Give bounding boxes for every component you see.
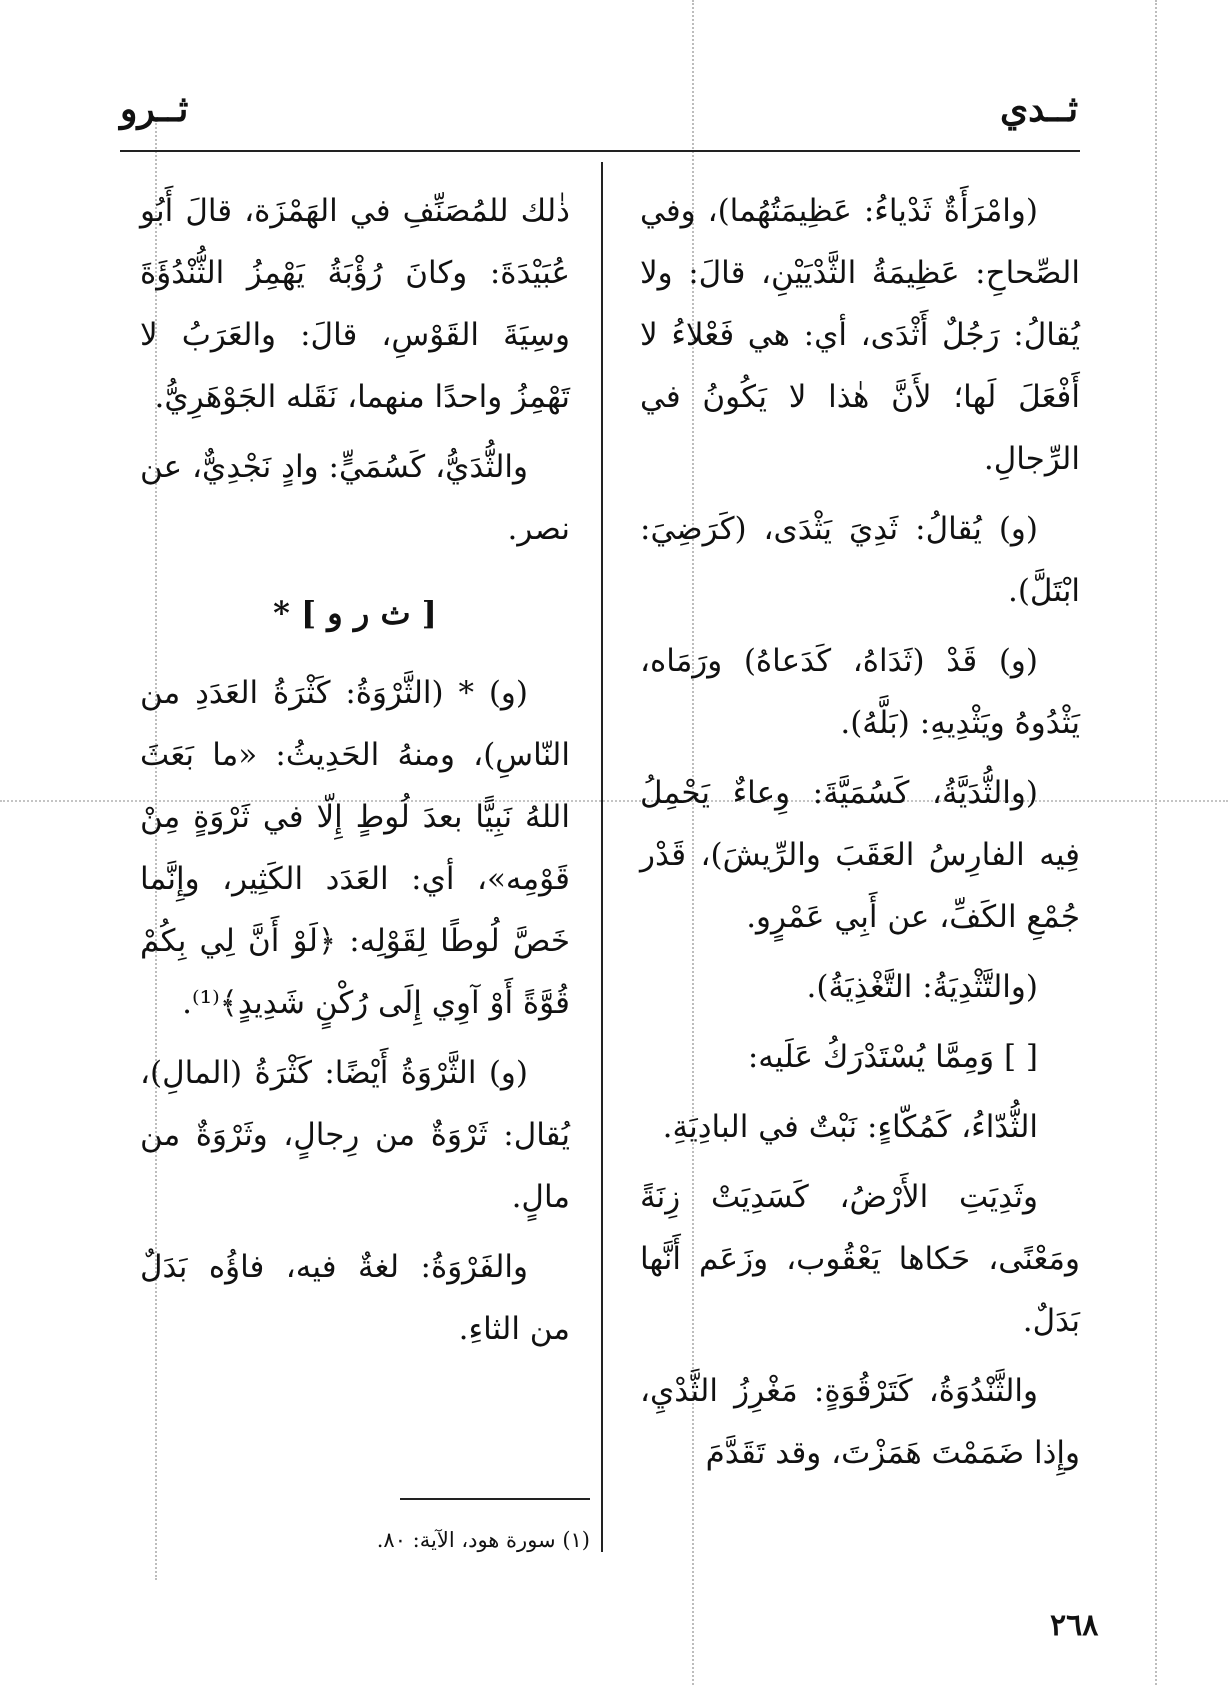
- paragraph: (والتَّثْدِيَةُ: التَّغْذِيَةُ).: [806, 969, 1038, 1005]
- right-column: [640, 180, 1080, 1492]
- header-rule: [120, 150, 1080, 152]
- paragraph: (و) قَدْ (ثَدَاهُ، كَدَعاهُ) ورَمَاه، يَثْدُوهُ ويَثْدِيهِ: (بَلَّهُ).: [640, 643, 1080, 741]
- left-column: [140, 180, 570, 1368]
- paragraph: (والثُّدَيَّةُ، كَسُمَيَّةَ: وِعاءٌ يَحْمِلُ فِيه الفارِسُ العَقَبَ والرِّيشَ)، قَدْر جُمْعِ الكَفِّ، عن أَبِي عَمْرٍو.: [640, 775, 1080, 935]
- paragraph: وثَدِيَتِ الأَرْضُ، كَسَدِيَتْ زِنَةً ومَعْنًى، حَكاها يَعْقُوب، وزَعَم أَنَّها بَدَلٌ.: [640, 1179, 1080, 1339]
- paragraph: (و) الثَّرْوَةُ أَيْضًا: كَثْرَةُ (المالِ)، يُقال: ثَرْوَةٌ من رِجالٍ، وثَرْوَةٌ من مالٍ.: [140, 1055, 570, 1215]
- paragraph: (و) يُقالُ: ثَدِيَ يَثْدَى، (كَرَضِيَ: ابْتَلَّ).: [640, 511, 1080, 609]
- paragraph: (وامْرَأَةٌ ثَدْياءُ: عَظِيمَتُهُما)، وفي الصِّحاحِ: عَظِيمَةُ الثَّدْيَيْنِ، قالَ: ولا يُقالُ: رَجُلٌ أَثْدَى، أي: هي فَعْلاءُ لا أَفْعَلَ لَها؛ لأَنَّ هٰذا لا يَكُونُ في الرِّجالِ.: [640, 193, 1080, 477]
- page-number: ٢٦٨: [1050, 1608, 1099, 1643]
- running-head-right: ثــدي: [1000, 88, 1079, 130]
- footnote-rule: [400, 1498, 590, 1500]
- paragraph: [ ] وَمِمَّا يُسْتَدْرَكُ عَلَيه:: [747, 1039, 1038, 1075]
- scan-guide-line: [1155, 0, 1157, 1685]
- paragraph: والثُّدَيُّ، كَسُمَيٍّ: وادٍ نَجْدِيٌّ، عن نصر.: [140, 449, 570, 547]
- paragraph: (و) * (الثَّرْوَةُ: كَثْرَةُ العَدَدِ من النّاسِ)، ومنهُ الحَدِيثُ: «ما بَعَثَ اللهُ نَبِيًّا بعدَ لُوطٍ إِلّا في ثَرْوَةٍ مِنْ قَوْمِه»، أي: العَدَد الكَثِير، وإِنَّما خَصَّ لُوطًا لِقَوْلِه: ﴿لَوْ أَنَّ لِي بِكُمْ قُوَّةً أَوْ آوِي إِلَى رُكْنٍ شَدِيدٍ﴾⁽¹⁾.: [140, 675, 570, 1021]
- paragraph: والثَّنْدُوَةُ، كَتَرْقُوَةٍ: مَغْرِزُ الثَّدْيِ، وإِذا ضَمَمْتَ هَمَزْتَ، وقد تَقَدَّمَ: [640, 1373, 1080, 1471]
- paragraph: ذٰلك للمُصَنِّفِ في الهَمْزَة، قالَ أَبُو عُبَيْدَةَ: وكانَ رُؤْبَةُ يَهْمِزُ الثُّنْدُؤَةَ وسِيَةَ القَوْسِ، قالَ: والعَرَبُ لا تَهْمِزُ واحدًا منهما، نَقَله الجَوْهَرِيُّ.: [140, 193, 570, 415]
- footnote: (١) سورة هود، الآية: ٨٠.: [376, 1528, 590, 1552]
- paragraph: الثُّدّاءُ، كَمُكّاءٍ: نَبْتٌ في البادِيَةِ.: [662, 1109, 1038, 1145]
- paragraph: والفَرْوَةُ: لغةٌ فيه، فاؤُه بَدَلٌ من الثاءِ.: [140, 1249, 570, 1347]
- running-head-left: ثــرو: [120, 88, 189, 130]
- column-divider: [601, 162, 603, 1552]
- entry-heading: [ ث ر و ] *: [273, 594, 437, 632]
